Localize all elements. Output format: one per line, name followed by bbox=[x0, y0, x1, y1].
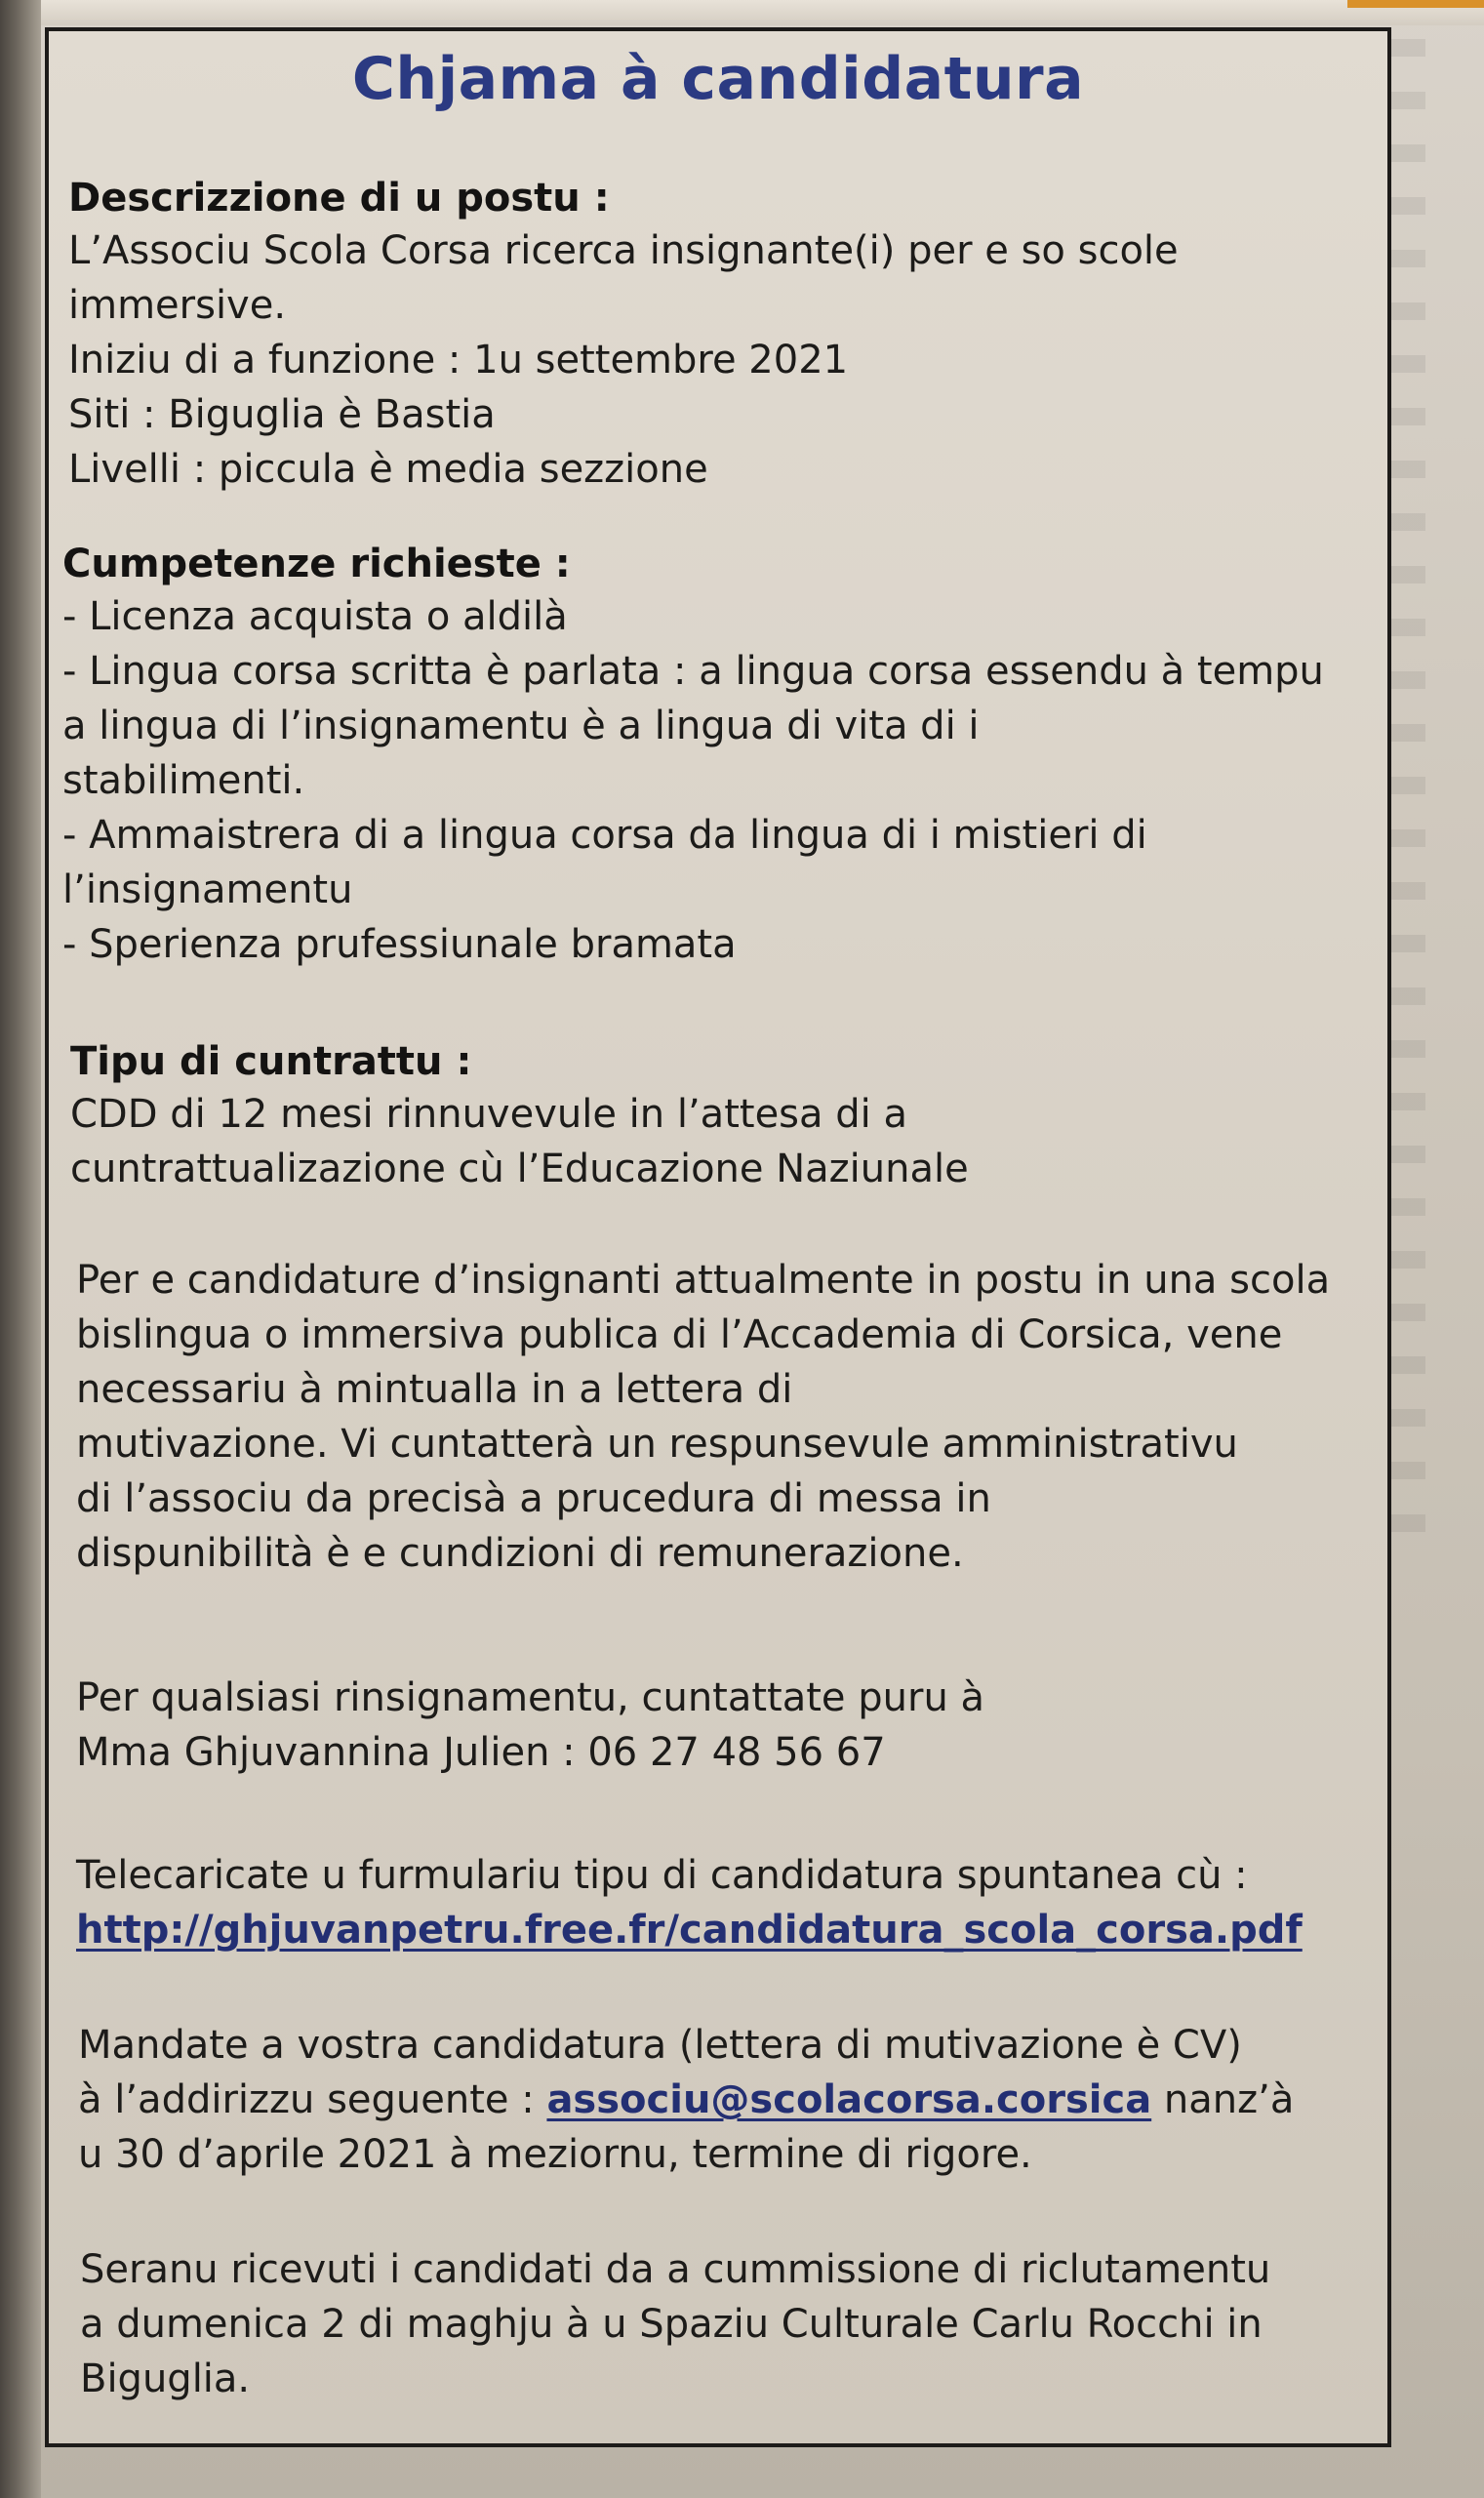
submission-suffix: nanz’à bbox=[1151, 2077, 1295, 2122]
paper-edge-left bbox=[0, 0, 41, 2498]
download-line: Telecaricate u furmulariu tipu di candidatura spuntanea cù : bbox=[76, 1853, 1248, 1898]
teachers-note-line: bislingua o immersiva publica di l’Accademia di Corsica, vene bbox=[76, 1312, 1283, 1357]
description-line: Siti : Biguglia è Bastia bbox=[68, 392, 496, 437]
submission-address-line bbox=[78, 2073, 1385, 2127]
submission-line: Mandate a vostra candidatura (lettera di mutivazione è CV) bbox=[78, 2023, 1242, 2068]
interviews-section bbox=[80, 2242, 1387, 2406]
form-download-link[interactable]: http://ghjuvanpetru.free.fr/candidatura_scola_corsa.pdf bbox=[76, 1908, 1303, 1953]
contract-section bbox=[70, 1036, 1378, 1196]
description-line: Livelli : piccula è media sezzione bbox=[68, 447, 708, 492]
skills-section bbox=[62, 539, 1370, 972]
ad-title: Chjama à candidatura bbox=[351, 45, 1085, 113]
skills-line: l’insignamentu bbox=[62, 867, 353, 912]
skills-line: - Ammaistrera di a lingua corsa da lingua di i mistieri di bbox=[62, 813, 1147, 858]
contact-section bbox=[76, 1671, 1384, 1780]
paper-edge-top bbox=[0, 0, 1484, 25]
interviews-line: Biguglia. bbox=[80, 2357, 251, 2401]
teachers-note-line: mutivazione. Vi cuntatterà un respunsevule amministrativu bbox=[76, 1422, 1238, 1467]
submission-prefix: à l’addirizzu seguente : bbox=[78, 2077, 547, 2122]
skills-line: a lingua di l’insignamentu è a lingua di vita di i bbox=[62, 704, 980, 748]
contract-line: cuntrattualizazione cù l’Educazione Naziunale bbox=[70, 1147, 969, 1191]
skills-heading: Cumpetenze richieste : bbox=[62, 542, 571, 586]
description-heading: Descrizzione di u postu : bbox=[68, 176, 610, 221]
email-link[interactable]: associu@scolacorsa.corsica bbox=[546, 2077, 1152, 2122]
description-line: immersive. bbox=[68, 283, 287, 328]
job-ad-box bbox=[45, 27, 1391, 2447]
contact-line: Per qualsiasi rinsignamentu, cuntattate puru à bbox=[76, 1675, 985, 1720]
skills-line: - Lingua corsa scritta è parlata : a lingua corsa essendu à tempu bbox=[62, 649, 1324, 694]
interviews-line: Seranu ricevuti i candidati da a cummissione di riclutamentu bbox=[80, 2247, 1271, 2292]
contract-line: CDD di 12 mesi rinnuvevule in l’attesa di a bbox=[70, 1092, 907, 1137]
contract-heading: Tipu di cuntrattu : bbox=[70, 1039, 472, 1084]
teachers-note-line: necessariu à mintualla in a lettera di bbox=[76, 1367, 793, 1412]
teachers-note-line: dispunibilità è e cundizioni di remunerazione. bbox=[76, 1531, 964, 1576]
contact-line: Mma Ghjuvannina Julien : 06 27 48 56 67 bbox=[76, 1730, 886, 1775]
skills-line: - Licenza acquista o aldilà bbox=[62, 594, 568, 639]
submission-line: u 30 d’aprile 2021 à meziornu, termine di rigore. bbox=[78, 2132, 1032, 2177]
download-section bbox=[76, 1848, 1384, 1957]
skills-line: - Sperienza prufessiunale bramata bbox=[62, 922, 737, 967]
description-line: L’Associu Scola Corsa ricerca insignante(i) per e so scole bbox=[68, 228, 1179, 273]
submission-section bbox=[78, 2018, 1385, 2182]
interviews-line: a dumenica 2 di maghju à u Spaziu Culturale Carlu Rocchi in bbox=[80, 2302, 1263, 2347]
teachers-note-line: di l’associu da precisà a prucedura di messa in bbox=[76, 1476, 991, 1521]
teachers-note-line: Per e candidature d’insignanti attualmente in postu in una scola bbox=[76, 1258, 1331, 1303]
orange-strip bbox=[1347, 0, 1484, 8]
description-section bbox=[68, 173, 1376, 497]
description-line: Iniziu di a funzione : 1u settembre 2021 bbox=[68, 338, 849, 383]
skills-line: stabilimenti. bbox=[62, 758, 305, 803]
teachers-note-section bbox=[76, 1253, 1384, 1581]
